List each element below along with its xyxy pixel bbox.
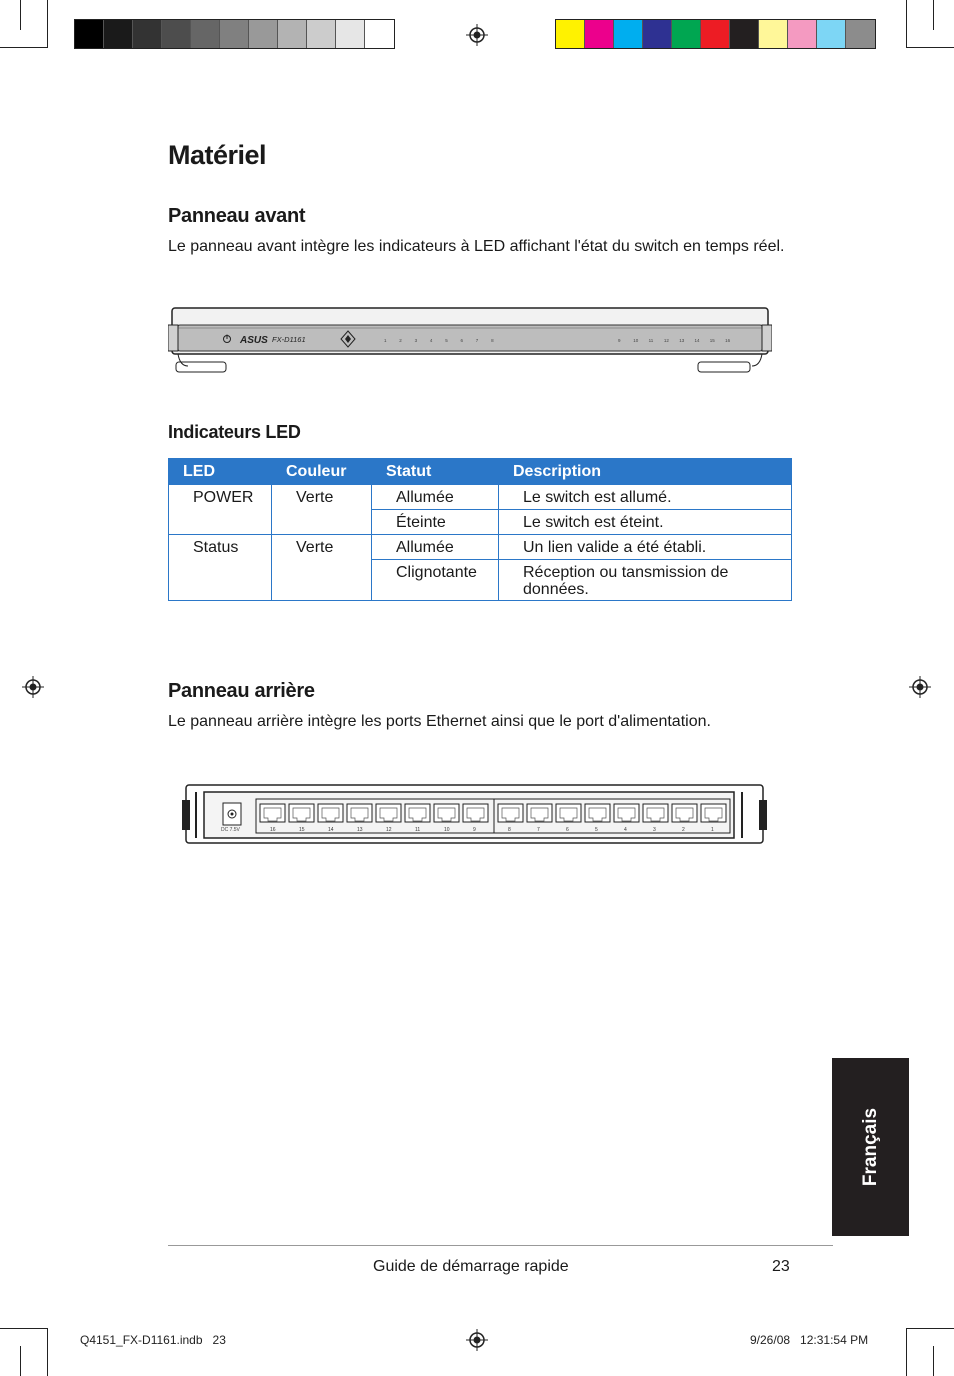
port-label: 5 bbox=[595, 827, 598, 833]
registration-mark-icon bbox=[22, 676, 44, 698]
led-label: 11 bbox=[648, 338, 654, 343]
led-cell: POWER bbox=[169, 485, 272, 535]
color-swatch bbox=[701, 20, 730, 48]
status-cell: Clignotante bbox=[372, 560, 499, 601]
color-swatch bbox=[672, 20, 701, 48]
gray-calibration-bar bbox=[74, 19, 395, 49]
color-swatch bbox=[846, 20, 875, 48]
rear-panel-illustration bbox=[182, 780, 767, 850]
led-table bbox=[168, 458, 792, 601]
port-label: 13 bbox=[357, 827, 363, 833]
page-number: 23 bbox=[772, 1258, 790, 1275]
registration-mark-icon bbox=[466, 24, 488, 46]
led-cell: Status bbox=[169, 535, 272, 601]
port-label: 8 bbox=[508, 827, 511, 833]
gray-swatch bbox=[191, 20, 220, 48]
led-label: 2 bbox=[399, 338, 402, 343]
col-description: Description bbox=[499, 459, 792, 485]
registration-mark-icon bbox=[466, 1329, 488, 1351]
description-cell: Le switch est allumé. bbox=[499, 485, 792, 510]
port-label: 11 bbox=[415, 827, 421, 833]
language-tab bbox=[832, 1058, 909, 1236]
col-color: Couleur bbox=[272, 459, 372, 485]
port-label: 2 bbox=[682, 827, 685, 833]
led-label: 14 bbox=[694, 338, 700, 343]
port-label: 9 bbox=[473, 827, 476, 833]
port-label: 14 bbox=[328, 827, 334, 833]
gray-swatch bbox=[220, 20, 249, 48]
description-cell: Un lien valide a été établi. bbox=[499, 535, 792, 560]
footer-guide-title: Guide de démarrage rapide bbox=[373, 1258, 569, 1275]
power-label: DC 7.5V bbox=[221, 827, 240, 833]
color-swatch bbox=[817, 20, 846, 48]
port-label: 1 bbox=[711, 827, 714, 833]
front-panel-illustration bbox=[168, 300, 772, 378]
col-led: LED bbox=[169, 459, 272, 485]
language-tab-label: Français bbox=[859, 1107, 881, 1187]
led-label: 7 bbox=[475, 338, 479, 343]
gray-swatch bbox=[75, 20, 104, 48]
led-label: 1 bbox=[384, 338, 387, 343]
led-table-heading: Indicateurs LED bbox=[168, 422, 301, 442]
port-label: 4 bbox=[624, 827, 627, 833]
led-label: 8 bbox=[491, 338, 494, 343]
description-cell: Le switch est éteint. bbox=[499, 510, 792, 535]
color-swatch bbox=[643, 20, 672, 48]
led-label: 15 bbox=[709, 338, 715, 343]
gray-swatch bbox=[249, 20, 278, 48]
model-label: FX-D1161 bbox=[272, 335, 306, 344]
color-swatch bbox=[759, 20, 788, 48]
led-label: 5 bbox=[445, 338, 448, 343]
port-label: 7 bbox=[537, 827, 540, 833]
color-swatch bbox=[614, 20, 643, 48]
color-swatch bbox=[730, 20, 759, 48]
port-label: 15 bbox=[299, 827, 305, 833]
led-label: 3 bbox=[414, 338, 418, 343]
slug-date: 9/26/08 12:31:54 PM bbox=[750, 1333, 869, 1347]
description-cell: Réception ou tansmission de données. bbox=[499, 560, 792, 601]
registration-mark-icon bbox=[909, 676, 931, 698]
footer-rule bbox=[168, 1245, 833, 1246]
color-swatch bbox=[556, 20, 585, 48]
gray-swatch bbox=[162, 20, 191, 48]
col-status: Statut bbox=[372, 459, 499, 485]
port-label: 12 bbox=[386, 827, 392, 833]
color-swatch bbox=[788, 20, 817, 48]
led-label: 12 bbox=[663, 338, 669, 343]
front-panel-heading: Panneau avant bbox=[168, 205, 306, 227]
port-label: 10 bbox=[444, 827, 450, 833]
gray-swatch bbox=[133, 20, 162, 48]
gray-swatch bbox=[365, 20, 394, 48]
led-label: 4 bbox=[429, 338, 433, 343]
rear-panel-heading: Panneau arrière bbox=[168, 680, 315, 702]
gray-swatch bbox=[336, 20, 365, 48]
slug-file: Q4151_FX-D1161.indb 23 bbox=[80, 1333, 226, 1347]
table-row bbox=[169, 485, 792, 510]
status-cell: Éteinte bbox=[372, 510, 499, 535]
status-cell: Allumée bbox=[372, 535, 499, 560]
status-cell: Allumée bbox=[372, 485, 499, 510]
gray-swatch bbox=[278, 20, 307, 48]
table-row bbox=[169, 535, 792, 560]
color-swatch bbox=[585, 20, 614, 48]
port-label: 6 bbox=[566, 827, 569, 833]
color-cell: Verte bbox=[272, 535, 372, 601]
led-label: 6 bbox=[460, 338, 464, 343]
gray-swatch bbox=[307, 20, 336, 48]
led-label: 10 bbox=[633, 338, 639, 343]
gray-swatch bbox=[104, 20, 133, 48]
brand-logo: ASUS bbox=[240, 335, 268, 346]
led-label: 9 bbox=[618, 338, 621, 343]
port-label: 3 bbox=[653, 827, 656, 833]
led-label: 16 bbox=[725, 338, 731, 343]
power-jack-icon bbox=[223, 803, 241, 825]
led-label: 13 bbox=[679, 338, 685, 343]
rear-panel-text: Le panneau arrière intègre les ports Ethernet ainsi que le port d'alimentation. bbox=[168, 713, 711, 730]
front-panel-text: Le panneau avant intègre les indicateurs à LED affichant l'état du switch en temps réel. bbox=[168, 238, 785, 255]
color-calibration-bar bbox=[555, 19, 876, 49]
color-cell: Verte bbox=[272, 485, 372, 535]
port-label: 16 bbox=[270, 827, 276, 833]
page-title: Matériel bbox=[168, 140, 267, 170]
